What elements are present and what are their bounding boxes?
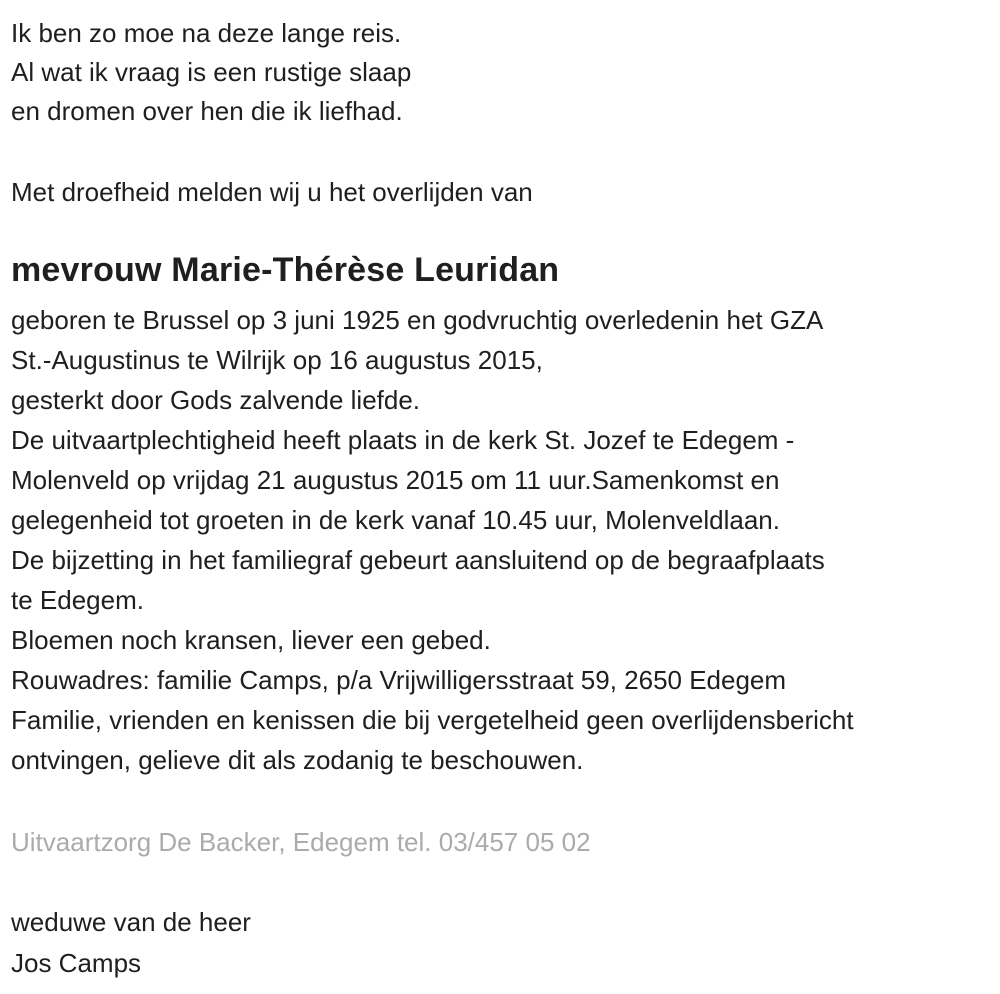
detail-line: geboren te Brussel op 3 juni 1925 en godvruchtig overledenin het GZA [11,305,824,335]
detail-line: gesterkt door Gods zalvende liefde. [11,385,421,415]
detail-line: te Edegem. [11,585,144,615]
detail-line: Rouwadres: familie Camps, p/a Vrijwilligersstraat 59, 2650 Edegem [11,665,787,695]
poem-block [11,14,992,131]
family-line: weduwe van de heer [11,907,251,937]
detail-line: Molenveld op vrijdag 21 augustus 2015 om 11 uur.Samenkomst en [11,465,780,495]
poem-line: Al wat ik vraag is een rustige slaap [11,57,412,87]
detail-line: Bloemen noch kransen, liever een gebed. [11,625,491,655]
deceased-name-heading: mevrouw Marie-Thérèse Leuridan [11,251,560,289]
poem-line: Ik ben zo moe na deze lange reis. [11,18,402,48]
detail-line: De uitvaartplechtigheid heeft plaats in de kerk St. Jozef te Edegem - [11,425,795,455]
detail-line: St.-Augustinus te Wilrijk op 16 augustus 2015, [11,345,543,375]
announcement-intro: Met droefheid melden wij u het overlijden van [11,177,533,207]
detail-line: Familie, vrienden en kenissen die bij vergetelheid geen overlijdensbericht [11,705,854,735]
detail-line: ontvingen, gelieve dit als zodanig te beschouwen. [11,745,584,775]
funeral-home-block [11,822,992,862]
poem-line: en dromen over hen die ik liefhad. [11,96,403,126]
announcement-details [11,300,992,780]
detail-line: De bijzetting in het familiegraf gebeurt aansluitend op de begraafplaats [11,545,825,575]
family-line: Jos Camps [11,948,142,978]
detail-line: gelegenheid tot groeten in de kerk vanaf 10.45 uur, Molenveldlaan. [11,505,780,535]
family-block [11,902,992,984]
funeral-home-line: Uitvaartzorg De Backer, Edegem tel. 03/457 05 02 [11,827,591,857]
